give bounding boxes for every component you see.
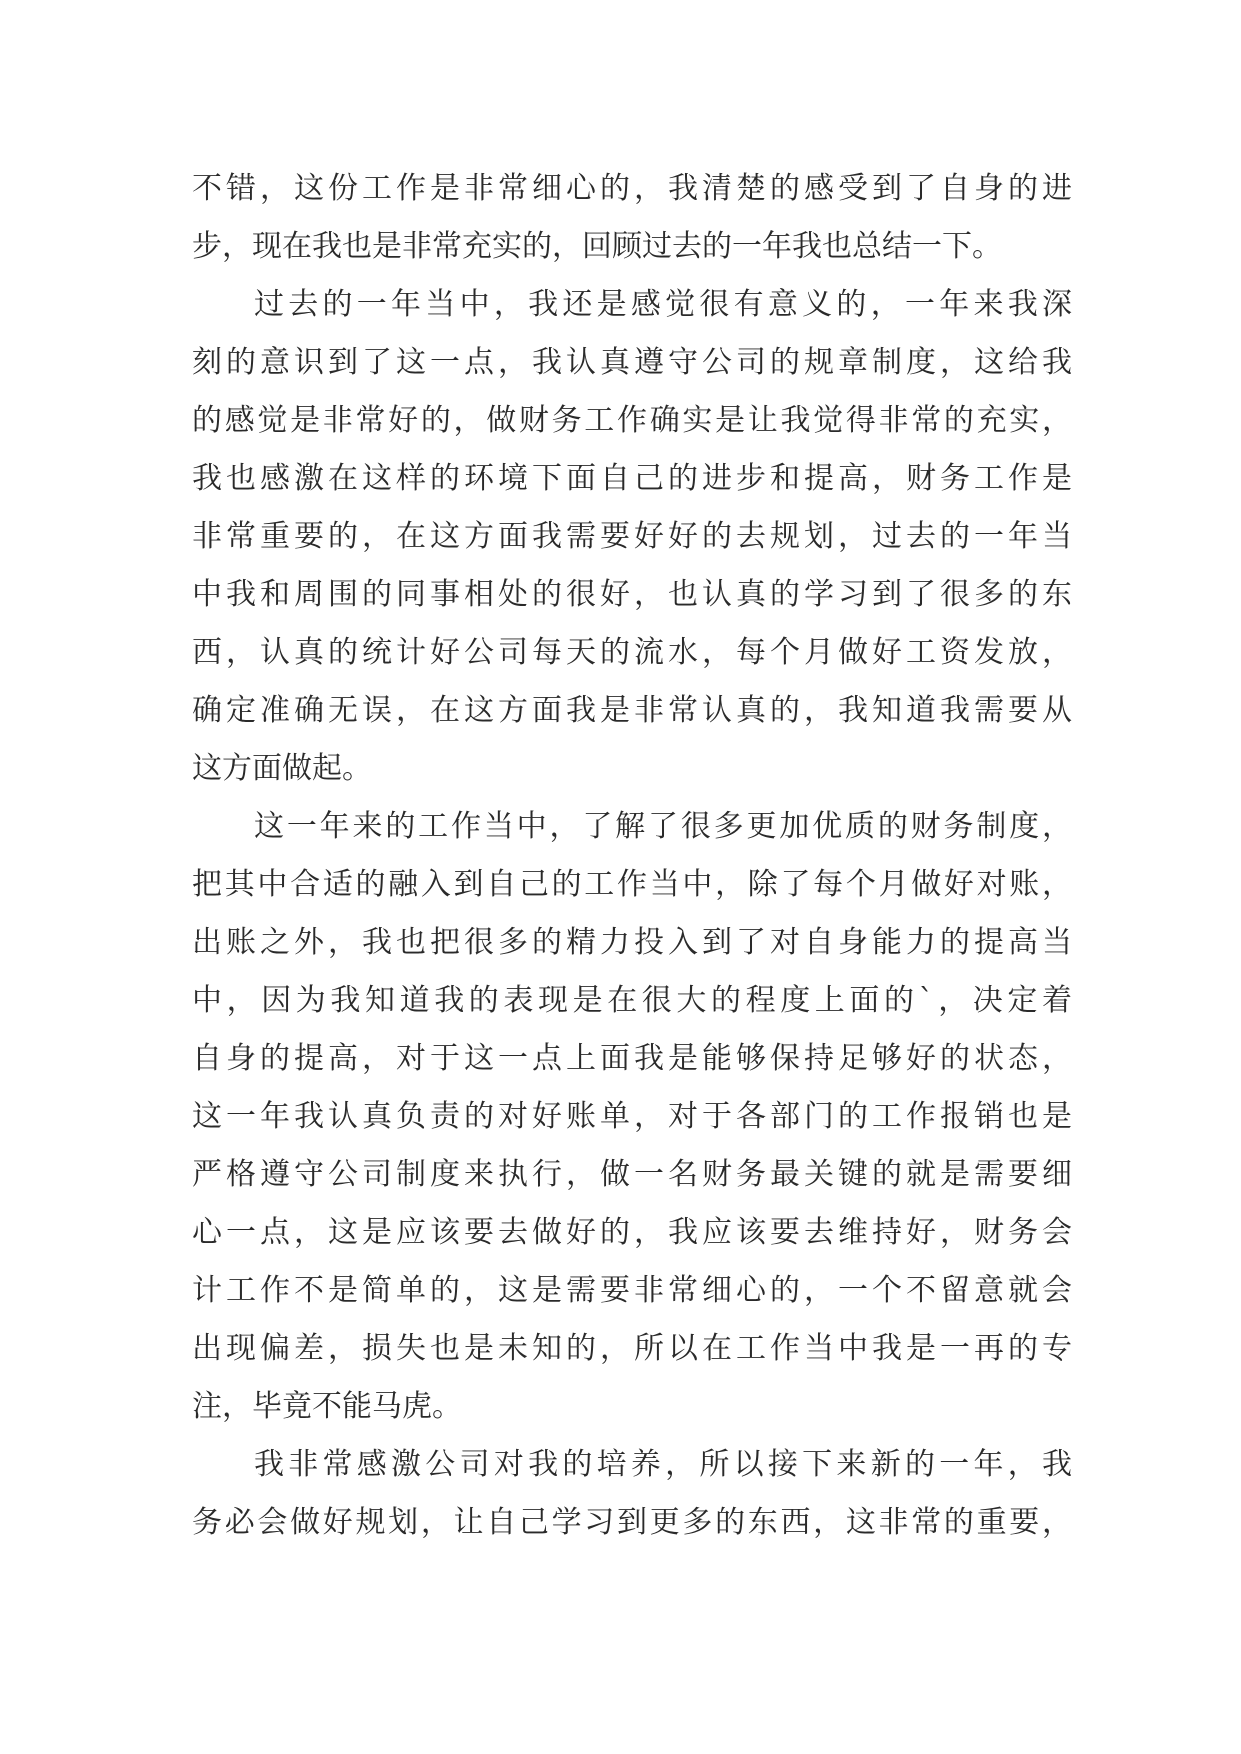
text-line: 我也感激在这样的环境下面自己的进步和提高，财务工作是	[192, 461, 1072, 496]
text-line: 把其中合适的融入到自己的工作当中，除了每个月做好对账，	[192, 867, 1072, 902]
text-line: 西，认真的统计好公司每天的流水，每个月做好工资发放，	[192, 635, 1072, 670]
text-line: 计工作不是简单的，这是需要非常细心的，一个不留意就会	[192, 1273, 1072, 1308]
text-line: 过去的一年当中，我还是感觉很有意义的，一年来我深	[254, 287, 1072, 322]
text-line: 出账之外，我也把很多的精力投入到了对自身能力的提高当	[192, 925, 1072, 960]
text-line: 中我和周围的同事相处的很好，也认真的学习到了很多的东	[192, 577, 1072, 612]
text-line: 刻的意识到了这一点，我认真遵守公司的规章制度，这给我	[192, 345, 1072, 380]
text-line: 自身的提高，对于这一点上面我是能够保持足够好的状态，	[192, 1041, 1072, 1076]
text-line: 步，现在我也是非常充实的，回顾过去的一年我也总结一下。	[192, 229, 1002, 264]
text-line: 我非常感激公司对我的培养，所以接下来新的一年，我	[254, 1447, 1072, 1482]
text-line: 确定准确无误，在这方面我是非常认真的，我知道我需要从	[192, 693, 1072, 728]
text-line: 的感觉是非常好的，做财务工作确实是让我觉得非常的充实，	[192, 403, 1072, 438]
document-body	[192, 160, 1072, 1552]
text-line: 这方面做起。	[192, 751, 372, 786]
text-line: 不错，这份工作是非常细心的，我清楚的感受到了自身的进	[192, 171, 1072, 206]
text-line: 这一年我认真负责的对好账单，对于各部门的工作报销也是	[192, 1099, 1072, 1134]
text-line: 注，毕竟不能马虎。	[192, 1389, 462, 1424]
text-line: 务必会做好规划，让自己学习到更多的东西，这非常的重要，	[192, 1505, 1072, 1540]
text-line: 这一年来的工作当中，了解了很多更加优质的财务制度，	[254, 809, 1072, 844]
text-line: 非常重要的，在这方面我需要好好的去规划，过去的一年当	[192, 519, 1072, 554]
text-line: 出现偏差，损失也是未知的，所以在工作当中我是一再的专	[192, 1331, 1072, 1366]
text-line: 中，因为我知道我的表现是在很大的程度上面的`，决定着	[192, 983, 1072, 1018]
text-line: 严格遵守公司制度来执行，做一名财务最关键的就是需要细	[192, 1157, 1072, 1192]
text-line: 心一点，这是应该要去做好的，我应该要去维持好，财务会	[192, 1215, 1072, 1250]
